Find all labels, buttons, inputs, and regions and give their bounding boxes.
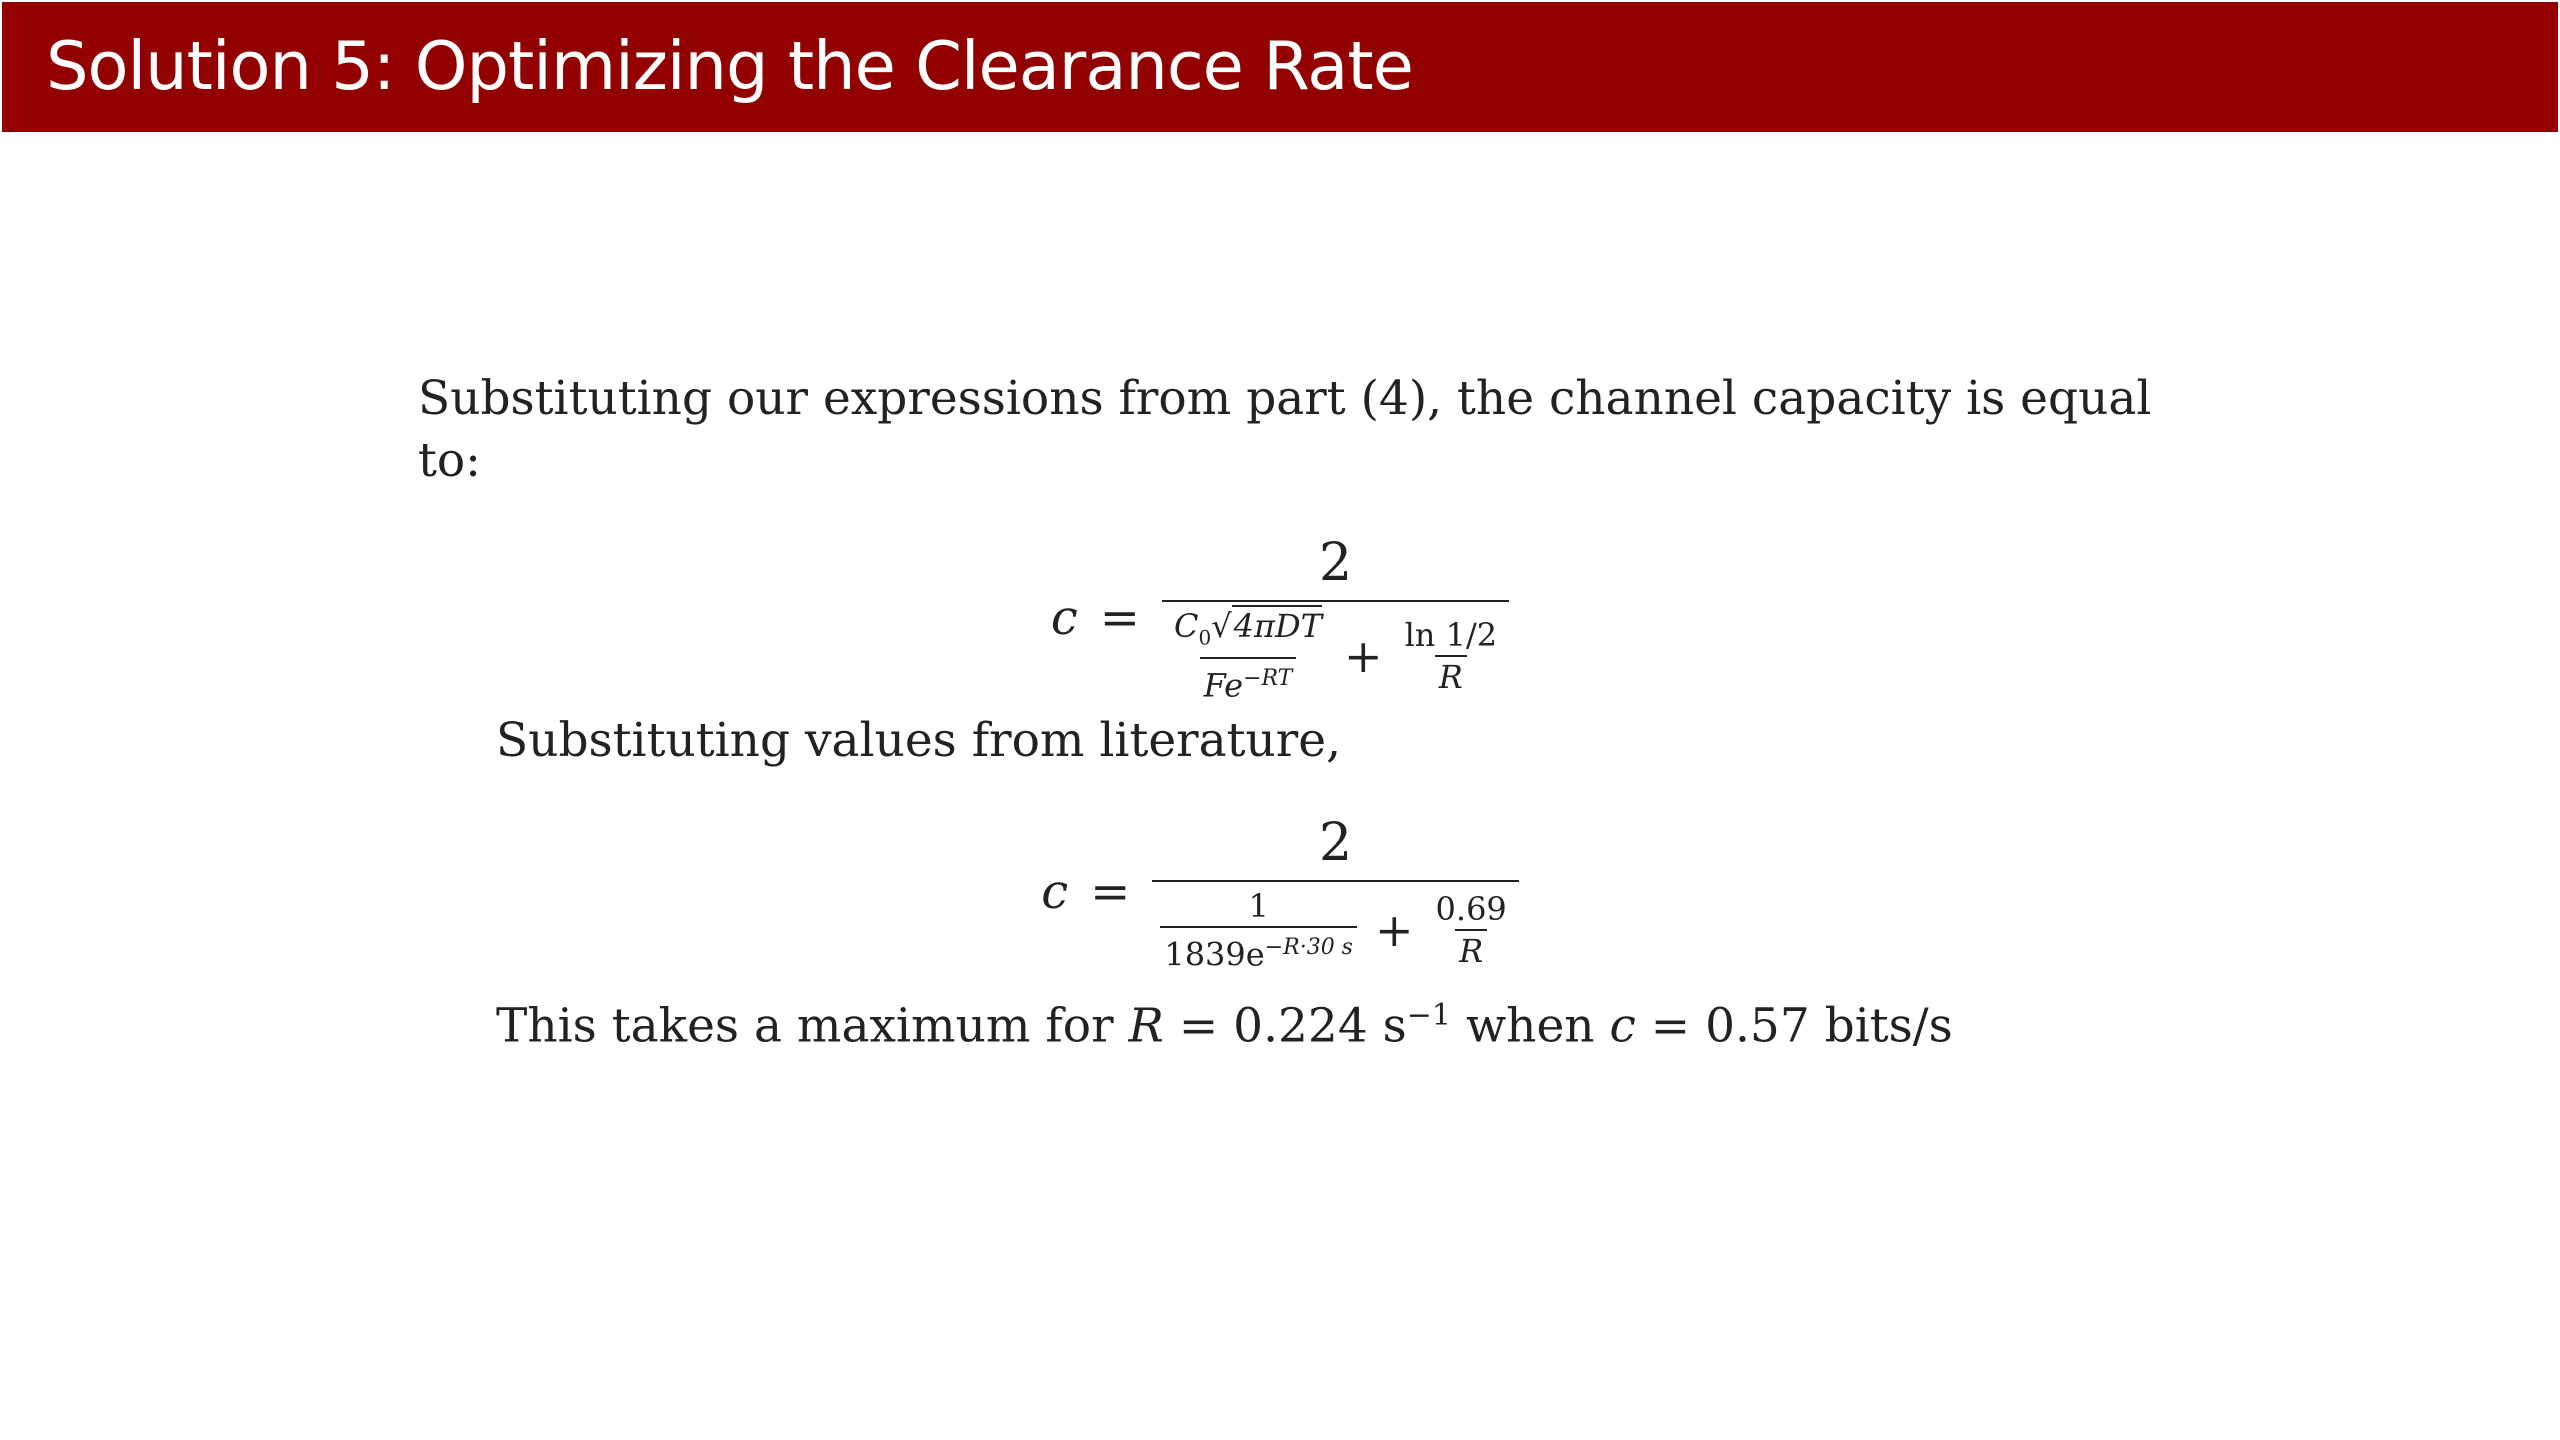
intro-paragraph (418, 368, 2152, 492)
eq1-numerator: 2 (1319, 533, 1353, 593)
eq2-lhs: c (1041, 864, 1069, 921)
result-c-var: c (1609, 998, 1636, 1054)
eq2-term1-den-base: 1839e (1164, 935, 1265, 974)
result-prefix: This takes a maximum for (496, 998, 1129, 1054)
eq1-term2-fraction (1401, 617, 1502, 695)
eq2-term1-denominator (1160, 926, 1357, 973)
eq1-lhs: c (1050, 590, 1078, 647)
eq2-equals: = (1090, 864, 1131, 921)
result-r-var: R (1128, 998, 1164, 1054)
eq2-denominator (1152, 880, 1518, 973)
eq2-term1-fraction (1160, 888, 1357, 973)
eq2-numerator: 2 (1319, 813, 1353, 873)
eq2-main-fraction (1152, 812, 1518, 973)
eq1-term2-denominator: R (1435, 655, 1467, 695)
eq1-term1-sqrt-content: 4πDT (1233, 607, 1323, 645)
intro-line-1: Substituting our expressions from part (4), the channel capacity is equal (418, 371, 2152, 426)
eq1-term1-den-base: Fe (1203, 667, 1244, 706)
equation-2-row (0, 812, 2560, 973)
eq2-term1-numerator: 1 (1248, 887, 1269, 925)
eq2-term2-fraction (1432, 891, 1511, 969)
result-c-value: = 0.57 bits/s (1635, 998, 1953, 1054)
result-r-value: = 0.224 s (1163, 998, 1407, 1054)
eq2-term1-den-exponent: −R·30 s (1264, 935, 1353, 960)
sqrt-symbol: √ (1211, 607, 1232, 645)
eq1-main-fraction (1162, 532, 1509, 704)
eq1-term1-c-symbol: C (1174, 607, 1199, 645)
eq1-denominator (1162, 600, 1509, 704)
eq1-term1-denominator (1200, 657, 1297, 704)
eq1-plus: + (1344, 629, 1383, 684)
title-bar (2, 2, 2558, 132)
literature-line: Substituting values from literature, (496, 713, 1342, 768)
eq2-plus: + (1374, 903, 1414, 958)
eq2-term2-numerator: 0.69 (1435, 890, 1507, 929)
equation-1 (1051, 532, 1509, 704)
result-r-exponent: −1 (1406, 998, 1452, 1033)
equation-1-row (0, 532, 2560, 704)
result-line (496, 985, 1953, 1058)
eq1-term1-numerator (1170, 608, 1326, 657)
eq1-term1-fraction (1170, 608, 1326, 704)
eq1-term1-den-exponent: −RT (1243, 666, 1293, 692)
equation-2 (1041, 812, 1519, 973)
slide-title: Solution 5: Optimizing the Clearance Rate (46, 27, 1413, 105)
eq1-term1-subscript: 0 (1198, 625, 1212, 650)
eq1-term2-numerator: ln 1/2 (1404, 616, 1498, 655)
result-middle: when (1451, 998, 1610, 1054)
eq2-term2-denominator: R (1455, 929, 1487, 969)
eq1-equals: = (1099, 590, 1141, 647)
intro-line-2: to: (418, 433, 482, 488)
